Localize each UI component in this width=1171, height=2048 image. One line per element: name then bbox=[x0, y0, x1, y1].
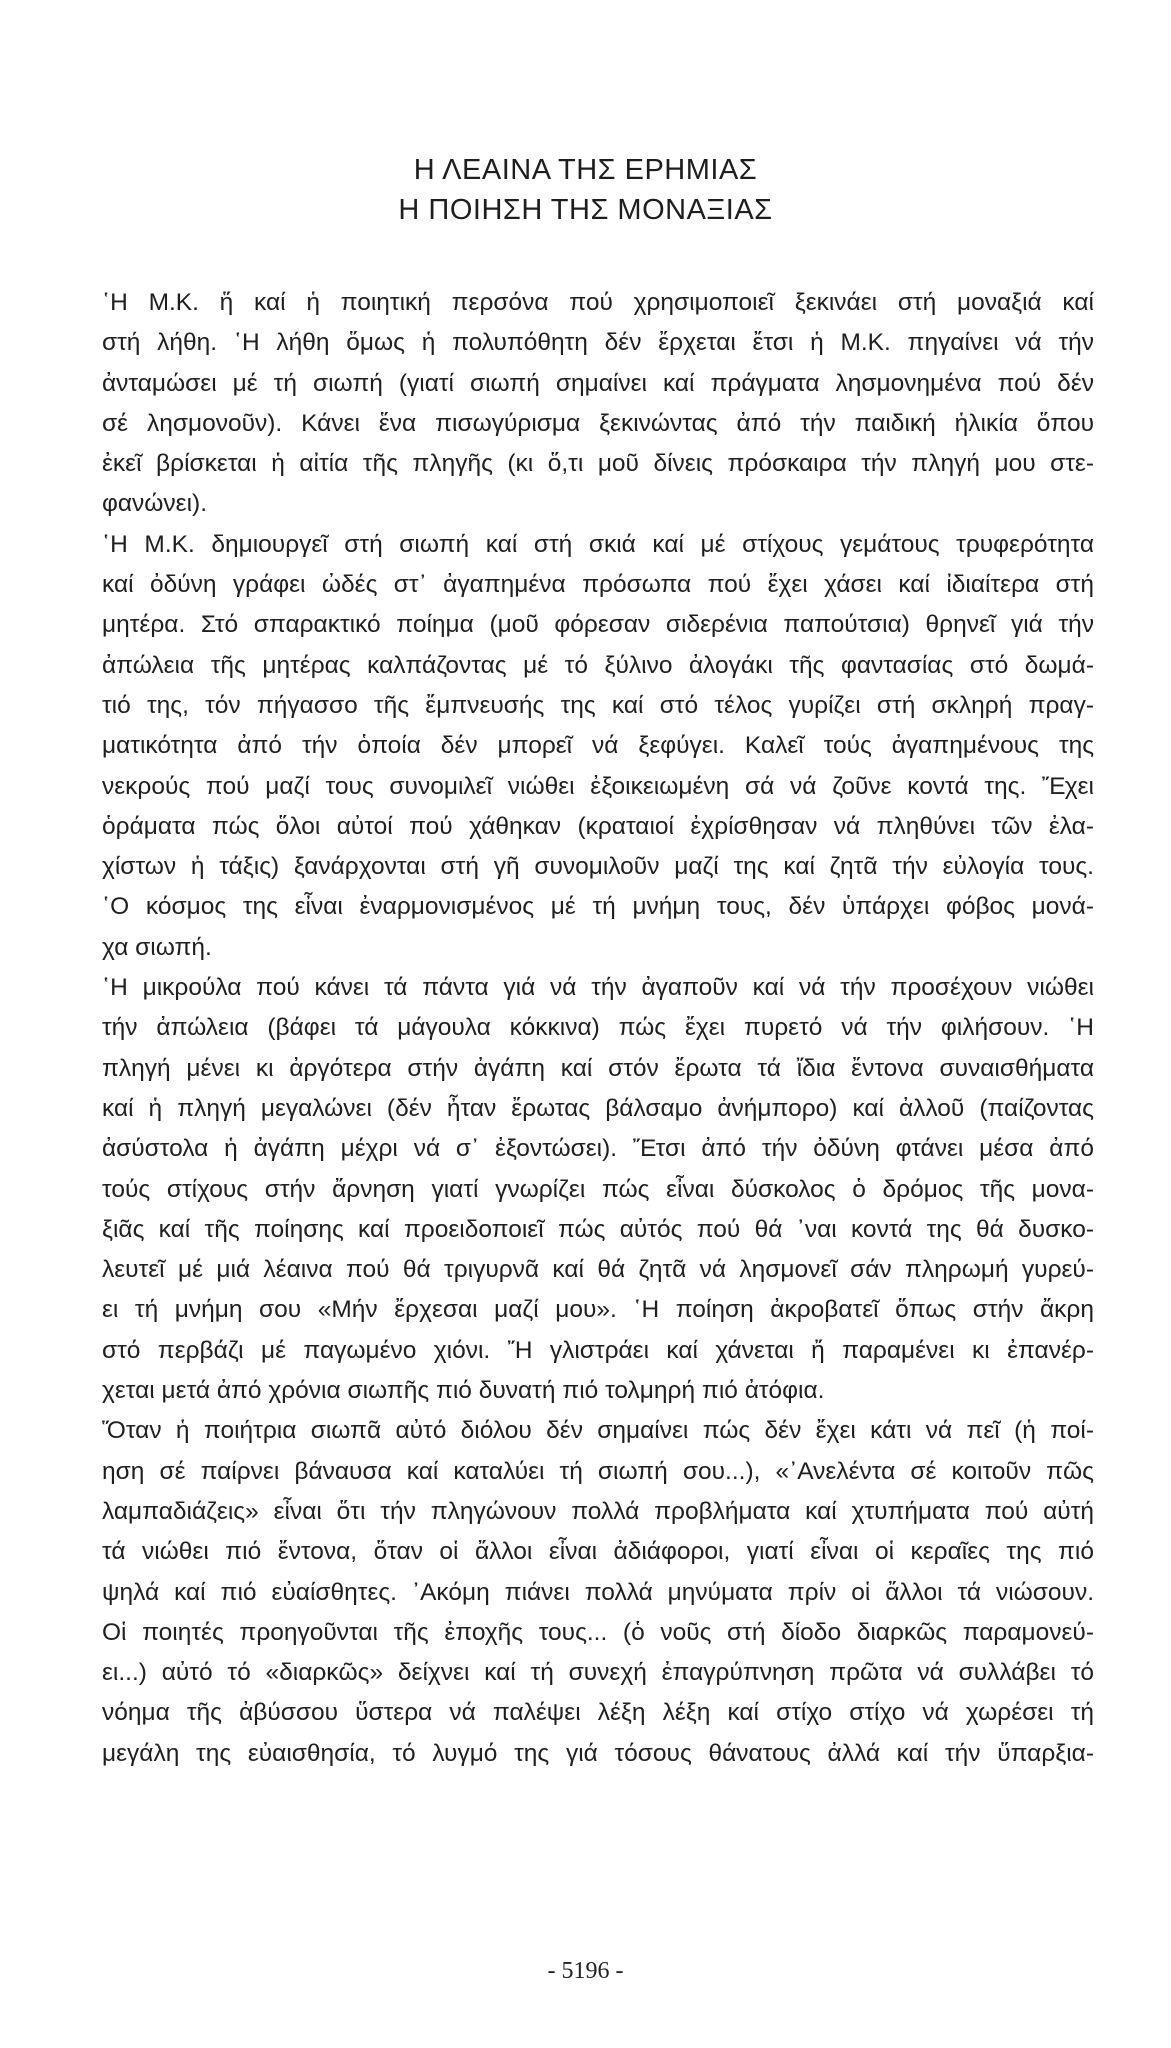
body-line: νεκρούς πού μαζί τους συνομιλεῖ νιώθει ἐξοικειωμένη σά νά ζοῦνε κοντά της. Ἔχει bbox=[102, 772, 1094, 800]
body-line: ψηλά καί πιό εὐαίσθητες. ᾿Ακόμη πιάνει πολλά μηνύματα πρίν οἱ ἄλλοι τά νιώσουν. bbox=[102, 1578, 1094, 1606]
title-block bbox=[0, 150, 1171, 230]
body-line: τά νιώθει πιό ἔντονα, ὅταν οἱ ἄλλοι εἶναι ἀδιάφοροι, γιατί εἶναι οἱ κεραῖες της πιό bbox=[102, 1538, 1094, 1566]
body-line: ἀπώλεια τῆς μητέρας καλπάζοντας μέ τό ξύλινο ἀλογάκι τῆς φαντασίας στό δωμά- bbox=[102, 651, 1094, 679]
body-line: χα σιωπή. bbox=[102, 933, 212, 961]
title-line-1: Η ΛΕΑΙΝΑ ΤΗΣ ΕΡΗΜΙΑΣ bbox=[413, 154, 758, 186]
body-line: τιό της, τόν πήγασσο τῆς ἔμπνευσής της καί στό τέλος γυρίζει στή σκληρή πραγ- bbox=[102, 691, 1094, 719]
body-line: στό περβάζι μέ παγωμένο χιόνι. Ἤ γλιστράει καί χάνεται ἤ παραμένει κι ἐπανέρ- bbox=[102, 1336, 1094, 1364]
body-line: πληγή μένει κι ἀργότερα στήν ἀγάπη καί στόν ἔρωτα τά ἴδια ἔντονα συναισθήματα bbox=[102, 1054, 1094, 1082]
body-line: Οἱ ποιητές προηγοῦνται τῆς ἐποχῆς τους... (ὁ νοῦς στή δίοδο διαρκῶς παραμονεύ- bbox=[102, 1618, 1094, 1646]
body-line: ει τή μνήμη σου «Μήν ἔρχεσαι μαζί μου». ῾Η ποίηση ἀκροβατεῖ ὅπως στήν ἄκρη bbox=[102, 1296, 1094, 1324]
body-line: ῾Η Μ.Κ. δημιουργεῖ στή σιωπή καί στή σκιά καί μέ στίχους γεμάτους τρυφερότητα bbox=[102, 530, 1094, 558]
body-line: ματικότητα ἀπό τήν ὁποία δέν μπορεῖ νά ξεφύγει. Καλεῖ τούς ἀγαπημένους της bbox=[102, 732, 1094, 760]
body-line: τήν ἀπώλεια (βάφει τά μάγουλα κόκκινα) πώς ἔχει πυρετό νά τήν φιλήσουν. ῾Η bbox=[102, 1014, 1094, 1042]
body-line: ὁράματα πώς ὅλοι αὐτοί πού χάθηκαν (κραταιοί ἐχρίσθησαν νά πληθύνει τῶν ἐλα- bbox=[102, 812, 1094, 840]
body-line: σέ λησμονοῦν). Κάνει ἕνα πισωγύρισμα ξεκινώντας ἀπό τήν παιδική ἡλικία ὅπου bbox=[102, 409, 1094, 437]
body-line: ῾Η μικρούλα πού κάνει τά πάντα γιά νά τήν ἀγαποῦν καί νά τήν προσέχουν νιώθει bbox=[102, 974, 1094, 1002]
body-line: ἀσύστολα ἡ ἀγάπη μέχρι νά σ᾿ ἐξοντώσει). Ἔτσι ἀπό τήν ὀδύνη φτάνει μέσα ἀπό bbox=[102, 1135, 1094, 1163]
body-line: ει...) αὐτό τό «διαρκῶς» δείχνει καί τή συνεχή ἐπαγρύπνηση πρῶτα νά συλλάβει τό bbox=[102, 1659, 1094, 1687]
body-line: χεται μετά ἀπό χρόνια σιωπῆς πιό δυνατή πιό τολμηρή πιό ἀτόφια. bbox=[102, 1377, 825, 1405]
body-line: ἀνταμώσει μέ τή σιωπή (γιατί σιωπή σημαίνει καί πράγματα λησμονημένα πού δέν bbox=[102, 369, 1094, 397]
body-line: μεγάλη της εὐαισθησία, τό λυγμό της γιά τόσους θάνατους ἀλλά καί τήν ὕπαρξια- bbox=[102, 1739, 1094, 1767]
body-text bbox=[102, 283, 1094, 1774]
body-line: ἐκεῖ βρίσκεται ἡ αἰτία τῆς πληγῆς (κι ὅ,τι μοῦ δίνεις πρόσκαιρα τήν πληγή μου στε- bbox=[102, 450, 1094, 478]
body-line: μητέρα. Στό σπαρακτικό ποίημα (μοῦ φόρεσαν σιδερένια παπούτσια) θρηνεῖ γιά τήν bbox=[102, 611, 1094, 639]
body-line: καί ὀδύνη γράφει ὠδές στ᾿ ἀγαπημένα πρόσωπα πού ἔχει χάσει καί ἰδιαίτερα στή bbox=[102, 571, 1094, 599]
body-line: Ὅταν ἡ ποιήτρια σιωπᾶ αὐτό διόλου δέν σημαίνει πώς δέν ἔχει κάτι νά πεῖ (ἡ ποί- bbox=[102, 1417, 1094, 1445]
body-line: ηση σέ παίρνει βάναυσα καί καταλύει τή σιωπή σου...), «᾿Ανελέντα σέ κοιτοῦν πῶς bbox=[102, 1457, 1094, 1485]
body-line: ξιᾶς καί τῆς ποίησης καί προειδοποιεῖ πώς αὐτός πού θά ᾿ναι κοντά της θά δυσκο- bbox=[102, 1215, 1094, 1243]
body-line: ῾Ο κόσμος της εἶναι ἐναρμονισμένος μέ τή μνήμη τους, δέν ὑπάρχει φόβος μονά- bbox=[102, 893, 1094, 921]
title-line-2: Η ΠΟΙΗΣΗ ΤΗΣ ΜΟΝΑΞΙΑΣ bbox=[398, 194, 773, 226]
body-line: λευτεῖ μέ μιά λέαινα πού θά τριγυρνᾶ καί θά ζητᾶ νά λησμονεῖ σάν πληρωμή γυρεύ- bbox=[102, 1256, 1094, 1284]
body-line: τούς στίχους στήν ἄρνηση γιατί γνωρίζει πώς εἶναι δύσκολος ὁ δρόμος τῆς μονα- bbox=[102, 1175, 1094, 1203]
body-line: καί ἡ πληγή μεγαλώνει (δέν ἦταν ἔρωτας βάλσαμο ἀνήμπορο) καί ἀλλοῦ (παίζοντας bbox=[102, 1094, 1094, 1122]
body-line: χίστων ἡ τάξις) ξανάρχονται στή γῆ συνομιλοῦν μαζί της καί ζητᾶ τήν εὐλογία τους. bbox=[102, 853, 1094, 881]
body-line: ῾Η Μ.Κ. ἥ καί ἡ ποιητική περσόνα πού χρησιμοποιεῖ ξεκινάει στή μοναξιά καί bbox=[102, 289, 1094, 316]
body-line: λαμπαδιάζεις» εἶναι ὅτι τήν πληγώνουν πολλά προβλήματα καί χτυπήματα πού αὐτή bbox=[102, 1497, 1094, 1525]
page-number: - 5196 - bbox=[547, 1958, 624, 1984]
body-line: στή λήθη. ῾Η λήθη ὅμως ἡ πολυπόθητη δέν ἔρχεται ἔτσι ἡ Μ.Κ. πηγαίνει νά τήν bbox=[102, 329, 1094, 357]
body-line: φανώνει). bbox=[102, 490, 208, 518]
body-line: νόημα τῆς ἀβύσσου ὕστερα νά παλέψει λέξη λέξη καί στίχο στίχο νά χωρέσει τή bbox=[102, 1699, 1094, 1727]
